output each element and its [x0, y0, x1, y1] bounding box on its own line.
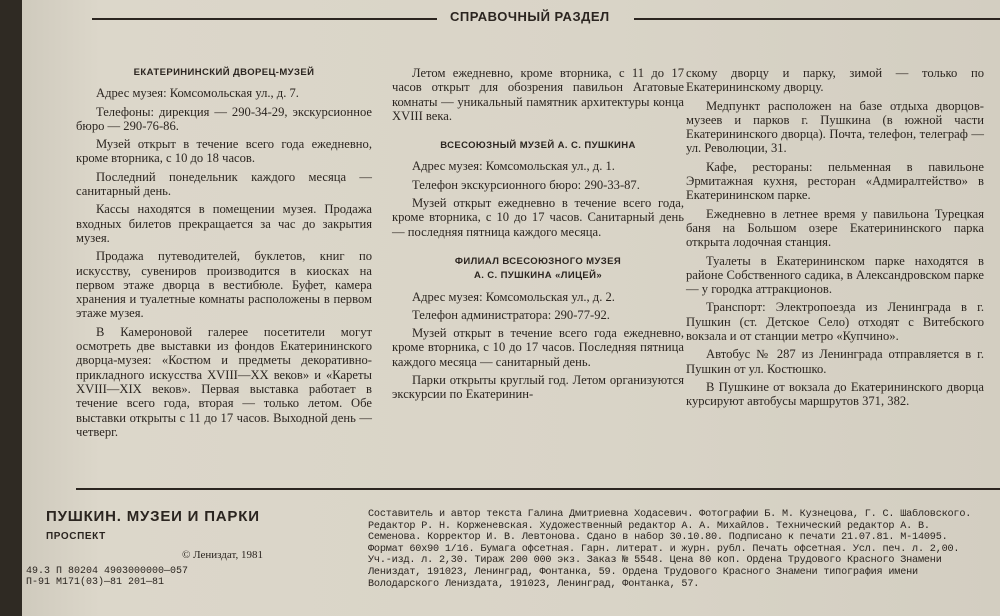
paragraph: Телефон администратора: 290-77-92.	[412, 307, 610, 322]
credits-line: Володарского Лениздата, 191023, Ленинград, Фонтанка, 57.	[368, 578, 700, 590]
paragraph: Ежедневно в летнее время у павильона Турецкая баня на Большом озере Екатерининского парка открыта лодочная станция.	[686, 206, 984, 250]
paragraph: Музей открыт в течение всего года ежедневно, кроме вторника, с 10 до 18 часов.	[76, 137, 372, 166]
credits-line: Составитель и автор текста Галина Дмитриевна Ходасевич. Фотографии Б. М. Кузнецова, Г. С. Шабловского.	[368, 509, 972, 520]
section-title: А. С. ПУШКИНА «ЛИЦЕЙ»	[473, 270, 603, 282]
paragraph: Кассы находятся в помещении музея. Продажа входных билетов прекращается за час до закрытия музея.	[76, 202, 372, 245]
book-subtitle: ПРОСПЕКТ	[46, 531, 106, 542]
paragraph: Адрес музея: Комсомольская ул., д. 7.	[96, 86, 299, 101]
paragraph: Телефоны: дирекция — 290-34-29, экскурсионное бюро — 290-76-86.	[76, 104, 372, 133]
book-page	[22, 0, 1000, 616]
column-2	[392, 66, 684, 402]
paragraph: Автобус № 287 из Ленинграда отправляется в г. Пушкин от ул. Костюшко.	[686, 347, 984, 376]
paragraph: Туалеты в Екатерининском парке находятся в районе Собственного садика, в Александровском парке — у городка аттракционов.	[686, 253, 984, 297]
paragraph: Телефон экскурсионного бюро: 290-33-87.	[412, 177, 640, 192]
paragraph: Медпункт расположен на базе отдыха дворцов-музеев и парков г. Пушкина (в южной части Екатерининского дворца). Почта, телефон, телеграф — ул. Революции, 31.	[686, 98, 984, 156]
header-rule-right	[634, 18, 1000, 20]
paragraph: Адрес музея: Комсомольская ул., д. 2.	[412, 289, 615, 304]
catalog-code-line: П-91 М171(03)—81 201—81	[26, 577, 165, 588]
section-title: ВСЕСОЮЗНЫЙ МУЗЕЙ А. С. ПУШКИНА	[440, 140, 636, 152]
section-title: ФИЛИАЛ ВСЕСОЮЗНОГО МУЗЕЯ	[454, 255, 622, 267]
paragraph: Музей открыт в течение всего года ежедневно, кроме вторника, с 10 до 17 часов. Последняя пятница каждого месяца — санитарный день.	[392, 326, 684, 369]
copyright: © Лениздат, 1981	[182, 549, 263, 561]
paragraph: Музей открыт ежедневно в течение всего года, кроме вторника, с 10 до 17 часов. Санитарный день — последняя пятница каждого месяца.	[392, 196, 684, 239]
paragraph: Транспорт: Электропоезда из Ленинграда в г. Пушкин (ст. Детское Село) отходят с Витебского вокзала и от станции метро «Купчино».	[686, 300, 984, 344]
catalog-codes	[26, 566, 188, 588]
paragraph: Последний понедельник каждого месяца — санитарный день.	[76, 169, 372, 199]
paragraph: Кафе, рестораны: пельменная в павильоне Эрмитажная кухня, ресторан «Адмиралтейство» в Екатерининском парке.	[686, 159, 984, 203]
section-header: СПРАВОЧНЫЙ РАЗДЕЛ	[450, 9, 610, 24]
section-title: ЕКАТЕРИНИНСКИЙ ДВОРЕЦ-МУЗЕЙ	[133, 67, 315, 78]
column-3	[686, 66, 984, 409]
credits-line: Формат 60х90 1/16. Бумага офсетная. Гарн. литерат. и журн. рубл. Печать офсетная. Усл. печ. л. 2,00.	[368, 543, 960, 555]
credits-line: Редактор Р. Н. Корженевская. Художественный редактор А. А. Михайлов. Технический редактор А. В.	[368, 520, 930, 532]
paragraph: В Пушкине от вокзала до Екатерининского дворца курсируют автобусы маршрутов 371, 382.	[686, 379, 984, 409]
divider-rule	[76, 488, 1000, 490]
paragraph: Адрес музея: Комсомольская ул., д. 1.	[412, 159, 615, 174]
paragraph: Летом ежедневно, кроме вторника, с 11 до 17 часов открыт для обозрения павильон Агатовые комнаты — уникальный памятник архитектуры конца XVIII века.	[392, 66, 684, 123]
paragraph: Продажа путеводителей, буклетов, книг по искусству, сувениров производится в киосках на первом этаже дворца в вестибюле. Буфет, камера хранения и туалетные комнаты расположены в первом этаже музея.	[76, 249, 372, 321]
catalog-code-line: 49.3 П 80204 4903000000—057	[26, 566, 189, 577]
book-title: ПУШКИН. МУЗЕИ И ПАРКИ	[46, 508, 260, 525]
paragraph: Парки открыты круглый год. Летом организуются экскурсии по Екатеринин-	[392, 373, 684, 402]
column-1	[76, 66, 372, 439]
paragraph: В Камероновой галерее посетители могут осмотреть две выставки из фондов Екатерининского дворца-музея: «Костюм и предметы декоративно-прикладного искусства XVIII—XX веков» и «Кареты XVIII—XIX веков». Первая выставка работает в течение всего года, вторая — только летом. Обе выставки открыты с 11 до 17 часов. Выходной день — четверг.	[76, 324, 372, 439]
credits-line: Уч.-изд. л. 2,30. Тираж 200 000 экз. Заказ № 5548. Цена 80 коп. Ордена Трудового Красного Знамени	[368, 555, 942, 567]
paragraph: скому дворцу и парку, зимой — только по Екатерининскому дворцу.	[686, 66, 984, 95]
credits-line: Семенова. Корректор И. В. Левтонова. Сдано в набор 30.10.80. Подписано к печати 21.07.81. М-14095.	[368, 532, 948, 544]
header-rule-left	[92, 18, 437, 20]
credits-line: Лениздат, 191023, Ленинград, Фонтанка, 59. Ордена Трудового Красного Знамени типография имени	[368, 566, 918, 578]
imprint-credits	[368, 509, 984, 590]
